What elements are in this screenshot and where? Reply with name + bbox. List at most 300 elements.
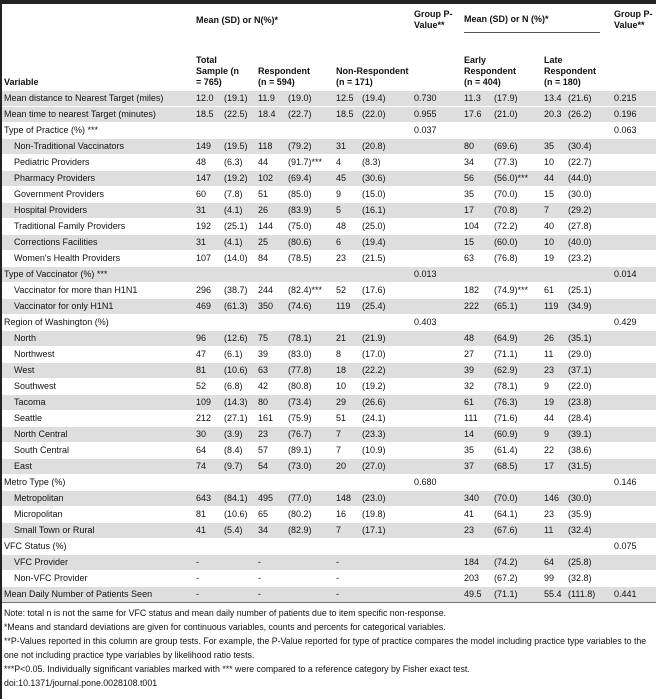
cell-nonrespondent-n: 4 bbox=[334, 155, 360, 171]
cell-respondent-n: 25 bbox=[256, 235, 286, 251]
cell-early-n bbox=[462, 123, 492, 139]
cell-early-n: 340 bbox=[462, 491, 492, 507]
cell-late-n bbox=[542, 539, 566, 555]
cell-variable: North Central bbox=[2, 427, 194, 443]
table-body bbox=[2, 91, 656, 603]
header-total-label: Total Sample (n = 765) bbox=[196, 55, 240, 87]
cell-total-n bbox=[194, 123, 222, 139]
cell-late-n: 19 bbox=[542, 395, 566, 411]
cell-nonrespondent-n: 48 bbox=[334, 219, 360, 235]
table-row bbox=[2, 587, 656, 603]
cell-late-pct bbox=[566, 539, 612, 555]
cell-total-n: 192 bbox=[194, 219, 222, 235]
cell-group-pvalue bbox=[412, 395, 462, 411]
cell-early-n: 49.5 bbox=[462, 587, 492, 603]
cell-late-n: 11 bbox=[542, 523, 566, 539]
cell-total-pct: (19.5) bbox=[222, 139, 256, 155]
cell-late-pct: (30.0) bbox=[566, 491, 612, 507]
header-total bbox=[194, 35, 256, 91]
cell-variable: Traditional Family Providers bbox=[2, 219, 194, 235]
cell-variable: Northwest bbox=[2, 347, 194, 363]
cell-late-pct bbox=[566, 475, 612, 491]
cell-late-n: 26 bbox=[542, 331, 566, 347]
header-group-right-label: Mean (SD) or N (%)* bbox=[464, 8, 600, 33]
cell-group-pvalue bbox=[412, 427, 462, 443]
cell-respondent-n: 102 bbox=[256, 171, 286, 187]
cell-total-pct: (6.3) bbox=[222, 155, 256, 171]
cell-respondent-n: - bbox=[256, 571, 286, 587]
cell-late-n: 40 bbox=[542, 219, 566, 235]
cell-late-n: 146 bbox=[542, 491, 566, 507]
cell-respondent-n: 42 bbox=[256, 379, 286, 395]
cell-total-pct: (14.3) bbox=[222, 395, 256, 411]
cell-late-pct: (32.4) bbox=[566, 523, 612, 539]
cell-group-pvalue bbox=[412, 443, 462, 459]
cell-total-n: 18.5 bbox=[194, 107, 222, 123]
cell-nonrespondent-pct bbox=[360, 267, 412, 283]
table-row bbox=[2, 107, 656, 123]
cell-early-pct: (74.2) bbox=[492, 555, 542, 571]
cell-group-pvalue: 0.037 bbox=[412, 123, 462, 139]
cell-late-n bbox=[542, 475, 566, 491]
table-row bbox=[2, 411, 656, 427]
cell-respondent-n: 495 bbox=[256, 491, 286, 507]
cell-late-pct: (31.5) bbox=[566, 459, 612, 475]
header-pvalue-left: Group P-Value** bbox=[414, 9, 453, 30]
cell-total-n: 12.0 bbox=[194, 91, 222, 107]
cell-respondent-n: - bbox=[256, 555, 286, 571]
cell-variable: East bbox=[2, 459, 194, 475]
cell-late-pct: (22.7) bbox=[566, 155, 612, 171]
cell-early-pct: (69.6) bbox=[492, 139, 542, 155]
cell-total-n bbox=[194, 267, 222, 283]
cell-total-pct bbox=[222, 539, 256, 555]
cell-late-n: 35 bbox=[542, 139, 566, 155]
cell-nonrespondent-pct: (17.0) bbox=[360, 347, 412, 363]
cell-late-pct: (28.4) bbox=[566, 411, 612, 427]
cell-early-pct: (70.0) bbox=[492, 187, 542, 203]
cell-nonrespondent-pct: (10.9) bbox=[360, 443, 412, 459]
cell-early-pct: (74.9)*** bbox=[492, 283, 542, 299]
cell-respondent-pct bbox=[286, 267, 334, 283]
cell-total-n: 149 bbox=[194, 139, 222, 155]
cell-total-pct: (6.8) bbox=[222, 379, 256, 395]
table-row bbox=[2, 363, 656, 379]
cell-group-pvalue-2: 0.441 bbox=[612, 587, 656, 603]
cell-nonrespondent-n: 6 bbox=[334, 235, 360, 251]
cell-group-pvalue bbox=[412, 491, 462, 507]
cell-nonrespondent-pct: (17.1) bbox=[360, 523, 412, 539]
table-row bbox=[2, 331, 656, 347]
cell-early-pct: (64.1) bbox=[492, 507, 542, 523]
cell-respondent-pct: (83.9) bbox=[286, 203, 334, 219]
table-row bbox=[2, 539, 656, 555]
header-early bbox=[462, 35, 542, 91]
cell-nonrespondent-pct: (19.4) bbox=[360, 235, 412, 251]
cell-total-pct: (7.8) bbox=[222, 187, 256, 203]
cell-variable: VFC Provider bbox=[2, 555, 194, 571]
cell-nonrespondent-n: 12.5 bbox=[334, 91, 360, 107]
cell-total-pct: (19.1) bbox=[222, 91, 256, 107]
cell-nonrespondent-n: - bbox=[334, 571, 360, 587]
cell-total-pct: (84.1) bbox=[222, 491, 256, 507]
cell-group-pvalue bbox=[412, 411, 462, 427]
cell-late-n: 22 bbox=[542, 443, 566, 459]
cell-total-pct: (25.1) bbox=[222, 219, 256, 235]
cell-respondent-n: 54 bbox=[256, 459, 286, 475]
table-row bbox=[2, 491, 656, 507]
cell-total-n: 643 bbox=[194, 491, 222, 507]
cell-early-n: 203 bbox=[462, 571, 492, 587]
cell-total-pct: (38.7) bbox=[222, 283, 256, 299]
cell-nonrespondent-n: 45 bbox=[334, 171, 360, 187]
table-row bbox=[2, 507, 656, 523]
table-row bbox=[2, 395, 656, 411]
cell-variable: Women's Health Providers bbox=[2, 251, 194, 267]
cell-variable: Mean distance to Nearest Target (miles) bbox=[2, 91, 194, 107]
cell-respondent-n: 11.9 bbox=[256, 91, 286, 107]
cell-respondent-n bbox=[256, 539, 286, 555]
cell-group-pvalue bbox=[412, 187, 462, 203]
table-row bbox=[2, 155, 656, 171]
cell-nonrespondent-n: 9 bbox=[334, 187, 360, 203]
table-row bbox=[2, 123, 656, 139]
cell-nonrespondent-n: 16 bbox=[334, 507, 360, 523]
cell-group-pvalue-2: 0.215 bbox=[612, 91, 656, 107]
cell-total-n bbox=[194, 315, 222, 331]
cell-late-pct: (27.8) bbox=[566, 219, 612, 235]
cell-early-n bbox=[462, 267, 492, 283]
cell-respondent-pct: (78.1) bbox=[286, 331, 334, 347]
table-row bbox=[2, 427, 656, 443]
cell-late-pct: (23.2) bbox=[566, 251, 612, 267]
cell-total-n: 48 bbox=[194, 155, 222, 171]
cell-group-pvalue: 0.013 bbox=[412, 267, 462, 283]
cell-group-pvalue-2 bbox=[612, 347, 656, 363]
cell-group-pvalue: 0.730 bbox=[412, 91, 462, 107]
cell-early-pct: (71.6) bbox=[492, 411, 542, 427]
note-significance: ***P<0.05. Individually significant variables marked with *** were compared to a reference category by Fisher exact test. bbox=[4, 664, 470, 674]
cell-late-n: 55.4 bbox=[542, 587, 566, 603]
cell-total-n: 81 bbox=[194, 507, 222, 523]
cell-nonrespondent-n: 10 bbox=[334, 379, 360, 395]
cell-group-pvalue-2 bbox=[612, 443, 656, 459]
cell-nonrespondent-n: - bbox=[334, 555, 360, 571]
cell-late-n: 119 bbox=[542, 299, 566, 315]
cell-nonrespondent-n: - bbox=[334, 587, 360, 603]
cell-nonrespondent-n bbox=[334, 123, 360, 139]
cell-total-pct: (4.1) bbox=[222, 203, 256, 219]
cell-late-n: 9 bbox=[542, 379, 566, 395]
cell-group-pvalue bbox=[412, 251, 462, 267]
cell-respondent-n: 44 bbox=[256, 155, 286, 171]
header-blank bbox=[2, 5, 194, 35]
cell-respondent-n: - bbox=[256, 587, 286, 603]
cell-respondent-pct bbox=[286, 587, 334, 603]
cell-nonrespondent-pct bbox=[360, 475, 412, 491]
header-early-label: Early Respondent (n = 404) bbox=[464, 55, 517, 87]
cell-late-pct: (40.0) bbox=[566, 235, 612, 251]
cell-total-n: 52 bbox=[194, 379, 222, 395]
cell-group-pvalue-2: 0.429 bbox=[612, 315, 656, 331]
cell-nonrespondent-pct: (30.6) bbox=[360, 171, 412, 187]
cell-group-pvalue bbox=[412, 571, 462, 587]
cell-total-pct: (22.5) bbox=[222, 107, 256, 123]
cell-respondent-pct: (82.4)*** bbox=[286, 283, 334, 299]
cell-late-pct: (21.6) bbox=[566, 91, 612, 107]
cell-group-pvalue-2 bbox=[612, 395, 656, 411]
cell-group-pvalue-2 bbox=[612, 251, 656, 267]
cell-respondent-n: 39 bbox=[256, 347, 286, 363]
header-nonrespondent-label: Non-Respondent (n = 171) bbox=[336, 66, 409, 87]
cell-total-pct: (4.1) bbox=[222, 235, 256, 251]
note-total-n: Note: total n is not the same for VFC status and mean daily number of patients due to item specific non-response. bbox=[4, 608, 447, 618]
cell-respondent-pct: (79.2) bbox=[286, 139, 334, 155]
cell-nonrespondent-pct bbox=[360, 555, 412, 571]
cell-nonrespondent-n bbox=[334, 267, 360, 283]
cell-late-pct: (30.4) bbox=[566, 139, 612, 155]
cell-total-pct: (12.6) bbox=[222, 331, 256, 347]
cell-group-pvalue-2 bbox=[612, 571, 656, 587]
table-row bbox=[2, 91, 656, 107]
cell-nonrespondent-pct: (17.6) bbox=[360, 283, 412, 299]
cell-nonrespondent-n: 31 bbox=[334, 139, 360, 155]
table-row bbox=[2, 379, 656, 395]
cell-group-pvalue bbox=[412, 587, 462, 603]
cell-early-pct: (61.4) bbox=[492, 443, 542, 459]
cell-total-pct: (9.7) bbox=[222, 459, 256, 475]
cell-total-n: - bbox=[194, 587, 222, 603]
header-variable: Variable bbox=[4, 77, 39, 87]
cell-total-pct bbox=[222, 587, 256, 603]
cell-late-pct: (32.8) bbox=[566, 571, 612, 587]
cell-variable: Vaccinator for only H1N1 bbox=[2, 299, 194, 315]
cell-nonrespondent-pct: (22.0) bbox=[360, 107, 412, 123]
cell-respondent-n: 26 bbox=[256, 203, 286, 219]
cell-nonrespondent-n bbox=[334, 475, 360, 491]
cell-respondent-n bbox=[256, 267, 286, 283]
cell-early-pct: (68.5) bbox=[492, 459, 542, 475]
cell-early-pct: (72.2) bbox=[492, 219, 542, 235]
cell-early-pct: (77.3) bbox=[492, 155, 542, 171]
cell-respondent-pct: (19.0) bbox=[286, 91, 334, 107]
cell-early-n: 11.3 bbox=[462, 91, 492, 107]
cell-variable: Non-VFC Provider bbox=[2, 571, 194, 587]
header-blank-3 bbox=[612, 35, 656, 91]
cell-late-pct: (23.8) bbox=[566, 395, 612, 411]
cell-late-pct bbox=[566, 315, 612, 331]
cell-variable: Metropolitan bbox=[2, 491, 194, 507]
cell-group-pvalue-2 bbox=[612, 299, 656, 315]
cell-group-pvalue: 0.403 bbox=[412, 315, 462, 331]
cell-respondent-pct bbox=[286, 555, 334, 571]
cell-total-n: 469 bbox=[194, 299, 222, 315]
cell-late-pct: (111.8) bbox=[566, 587, 612, 603]
cell-respondent-pct: (85.0) bbox=[286, 187, 334, 203]
cell-variable: Southwest bbox=[2, 379, 194, 395]
cell-nonrespondent-n: 23 bbox=[334, 251, 360, 267]
cell-nonrespondent-pct: (22.2) bbox=[360, 363, 412, 379]
cell-nonrespondent-n: 119 bbox=[334, 299, 360, 315]
cell-total-n bbox=[194, 475, 222, 491]
cell-group-pvalue bbox=[412, 203, 462, 219]
cell-late-n: 44 bbox=[542, 171, 566, 187]
cell-group-pvalue bbox=[412, 347, 462, 363]
cell-early-n bbox=[462, 315, 492, 331]
cell-late-n: 99 bbox=[542, 571, 566, 587]
cell-group-pvalue-2 bbox=[612, 491, 656, 507]
cell-group-pvalue bbox=[412, 235, 462, 251]
cell-early-n: 27 bbox=[462, 347, 492, 363]
cell-group-pvalue bbox=[412, 539, 462, 555]
cell-respondent-n: 80 bbox=[256, 395, 286, 411]
cell-early-n: 80 bbox=[462, 139, 492, 155]
cell-total-pct bbox=[222, 123, 256, 139]
cell-group-pvalue-2 bbox=[612, 155, 656, 171]
cell-early-pct: (21.0) bbox=[492, 107, 542, 123]
cell-late-n: 64 bbox=[542, 555, 566, 571]
cell-early-pct bbox=[492, 315, 542, 331]
cell-nonrespondent-n: 51 bbox=[334, 411, 360, 427]
cell-late-n: 17 bbox=[542, 459, 566, 475]
cell-total-pct: (27.1) bbox=[222, 411, 256, 427]
cell-late-pct: (30.0) bbox=[566, 187, 612, 203]
cell-variable: Metro Type (%) bbox=[2, 475, 194, 491]
cell-total-pct bbox=[222, 475, 256, 491]
cell-late-n: 23 bbox=[542, 507, 566, 523]
cell-respondent-n: 57 bbox=[256, 443, 286, 459]
cell-early-n: 17.6 bbox=[462, 107, 492, 123]
cell-total-n: 296 bbox=[194, 283, 222, 299]
cell-group-pvalue-2: 0.063 bbox=[612, 123, 656, 139]
cell-late-n: 10 bbox=[542, 155, 566, 171]
cell-group-pvalue: 0.955 bbox=[412, 107, 462, 123]
cell-respondent-n: 350 bbox=[256, 299, 286, 315]
cell-nonrespondent-n: 8 bbox=[334, 347, 360, 363]
cell-nonrespondent-n: 7 bbox=[334, 427, 360, 443]
cell-variable: Type of Practice (%) *** bbox=[2, 123, 194, 139]
cell-late-n: 61 bbox=[542, 283, 566, 299]
cell-variable: Small Town or Rural bbox=[2, 523, 194, 539]
cell-respondent-pct: (74.6) bbox=[286, 299, 334, 315]
cell-early-pct: (60.0) bbox=[492, 235, 542, 251]
cell-early-pct: (76.3) bbox=[492, 395, 542, 411]
cell-respondent-pct bbox=[286, 475, 334, 491]
cell-late-pct: (25.8) bbox=[566, 555, 612, 571]
cell-early-n: 15 bbox=[462, 235, 492, 251]
cell-early-n bbox=[462, 475, 492, 491]
cell-group-pvalue-2 bbox=[612, 235, 656, 251]
cell-nonrespondent-pct bbox=[360, 587, 412, 603]
cell-nonrespondent-n: 52 bbox=[334, 283, 360, 299]
cell-nonrespondent-n: 5 bbox=[334, 203, 360, 219]
cell-nonrespondent-n: 7 bbox=[334, 523, 360, 539]
header-respondent bbox=[256, 35, 334, 91]
table-row bbox=[2, 347, 656, 363]
cell-variable: West bbox=[2, 363, 194, 379]
cell-nonrespondent-pct: (19.2) bbox=[360, 379, 412, 395]
cell-late-pct: (44.0) bbox=[566, 171, 612, 187]
cell-respondent-pct: (77.0) bbox=[286, 491, 334, 507]
cell-early-pct: (65.1) bbox=[492, 299, 542, 315]
table-row bbox=[2, 235, 656, 251]
cell-group-pvalue-2 bbox=[612, 139, 656, 155]
cell-late-n: 9 bbox=[542, 427, 566, 443]
table-row bbox=[2, 203, 656, 219]
cell-late-n: 19 bbox=[542, 251, 566, 267]
cell-nonrespondent-pct: (19.4) bbox=[360, 91, 412, 107]
cell-respondent-n: 161 bbox=[256, 411, 286, 427]
cell-respondent-n: 65 bbox=[256, 507, 286, 523]
cell-respondent-n: 144 bbox=[256, 219, 286, 235]
cell-group-pvalue-2 bbox=[612, 219, 656, 235]
cell-respondent-n: 51 bbox=[256, 187, 286, 203]
cell-late-n bbox=[542, 267, 566, 283]
cell-nonrespondent-pct bbox=[360, 123, 412, 139]
cell-variable: South Central bbox=[2, 443, 194, 459]
cell-nonrespondent-pct: (8.3) bbox=[360, 155, 412, 171]
cell-group-pvalue-2: 0.014 bbox=[612, 267, 656, 283]
table-row bbox=[2, 555, 656, 571]
cell-early-pct bbox=[492, 267, 542, 283]
cell-nonrespondent-pct: (25.0) bbox=[360, 219, 412, 235]
cell-respondent-pct bbox=[286, 571, 334, 587]
cell-variable: Vaccinator for more than H1N1 bbox=[2, 283, 194, 299]
cell-respondent-pct: (82.9) bbox=[286, 523, 334, 539]
note-means: *Means and standard deviations are given for continuous variables, counts and percents for categorical variables. bbox=[4, 622, 446, 632]
cell-total-n: 31 bbox=[194, 235, 222, 251]
cell-total-n: 74 bbox=[194, 459, 222, 475]
cell-late-pct: (29.2) bbox=[566, 203, 612, 219]
cell-early-n: 35 bbox=[462, 443, 492, 459]
cell-variable: Seattle bbox=[2, 411, 194, 427]
data-table bbox=[2, 5, 656, 603]
cell-late-pct: (38.6) bbox=[566, 443, 612, 459]
cell-respondent-n: 63 bbox=[256, 363, 286, 379]
cell-variable: Micropolitan bbox=[2, 507, 194, 523]
cell-respondent-pct: (73.4) bbox=[286, 395, 334, 411]
cell-respondent-pct: (80.6) bbox=[286, 235, 334, 251]
cell-group-pvalue bbox=[412, 555, 462, 571]
cell-respondent-pct: (89.1) bbox=[286, 443, 334, 459]
cell-nonrespondent-n: 18 bbox=[334, 363, 360, 379]
cell-total-pct: (3.9) bbox=[222, 427, 256, 443]
cell-respondent-pct: (80.8) bbox=[286, 379, 334, 395]
cell-early-n: 61 bbox=[462, 395, 492, 411]
table-row bbox=[2, 267, 656, 283]
cell-early-n: 56 bbox=[462, 171, 492, 187]
cell-respondent-pct: (91.7)*** bbox=[286, 155, 334, 171]
cell-respondent-pct bbox=[286, 123, 334, 139]
cell-total-pct: (10.6) bbox=[222, 363, 256, 379]
cell-nonrespondent-pct: (23.0) bbox=[360, 491, 412, 507]
cell-respondent-n: 244 bbox=[256, 283, 286, 299]
cell-respondent-pct: (73.0) bbox=[286, 459, 334, 475]
cell-total-pct bbox=[222, 267, 256, 283]
cell-nonrespondent-pct: (26.6) bbox=[360, 395, 412, 411]
cell-early-n: 14 bbox=[462, 427, 492, 443]
cell-total-n: - bbox=[194, 571, 222, 587]
cell-nonrespondent-pct bbox=[360, 315, 412, 331]
cell-early-pct: (70.8) bbox=[492, 203, 542, 219]
cell-total-n: 30 bbox=[194, 427, 222, 443]
cell-respondent-pct: (83.0) bbox=[286, 347, 334, 363]
cell-early-pct bbox=[492, 123, 542, 139]
cell-nonrespondent-pct: (23.3) bbox=[360, 427, 412, 443]
cell-late-n: 11 bbox=[542, 347, 566, 363]
cell-nonrespondent-n: 20 bbox=[334, 459, 360, 475]
table-row bbox=[2, 459, 656, 475]
